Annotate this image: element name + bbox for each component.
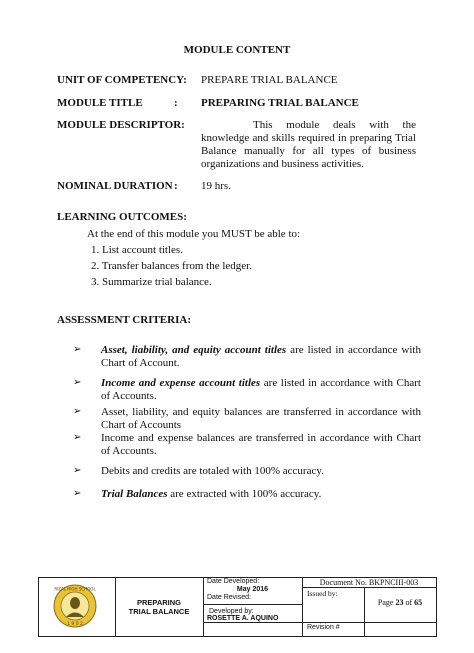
developed-by-value: ROSETTE A. AQUINO [207,615,279,622]
criteria-rest: are listed in accordance with Chart of Account. [101,344,421,369]
nominal-duration-colon: : [174,180,178,192]
page-current: 23 [395,598,404,607]
learning-outcomes-intro: At the end of this module you MUST be able to: [87,228,301,240]
arrow-bullet-icon: ➢ [73,406,82,417]
svg-text:RIZAL HIGH SCHOOL: RIZAL HIGH SCHOOL [54,586,96,592]
criteria-item [73,488,423,502]
criteria-text [101,377,421,402]
learning-outcome-item: 1. List account titles. [91,244,183,256]
school-seal-logo [53,584,97,628]
criteria-text: Asset, liability, and equity balances are transferred in accordance with Chart of Accounts [101,406,421,431]
module-title-value: PREPARING TRIAL BALANCE [201,97,359,109]
footer-title-line-2: TRIAL BALANCE [128,607,190,616]
module-title-colon: : [174,97,178,109]
criteria-text: Income and expense balances are transferred in accordance with Chart of Accounts. [101,432,421,457]
criteria-rest: are extracted with 100% accuracy. [167,488,322,500]
nominal-duration-label: NOMINAL DURATION [57,180,173,192]
page-mid: of [403,598,415,607]
module-content-title: MODULE CONTENT [183,44,291,56]
revision-label: Revision # [307,624,340,631]
arrow-bullet-icon: ➢ [73,344,82,355]
footer-title-line-1: PREPARING [136,598,182,607]
criteria-emphasis: Asset, liability, and equity account titles [101,344,287,356]
date-revised-label: Date Revised: [207,594,251,601]
assessment-criteria-heading: ASSESSMENT CRITERIA: [57,314,191,326]
document-number: Document No. BKPNCIII-003 [319,578,419,587]
arrow-bullet-icon: ➢ [73,377,82,388]
criteria-item [73,465,423,479]
criteria-text: Debits and credits are totaled with 100% accuracy. [101,465,324,477]
page-prefix: Page [377,598,396,607]
criteria-text [101,344,421,369]
svg-text:1 9 0 2: 1 9 0 2 [67,622,83,627]
module-descriptor-value: This module deals with the knowledge and skills required in preparing Trial Balance manually for all types of business organizations and business activities. [201,119,416,170]
module-descriptor-row [57,119,417,169]
learning-outcome-item: 2. Transfer balances from the ledger. [91,260,252,272]
module-descriptor-label: MODULE DESCRIPTOR: [57,119,185,131]
arrow-bullet-icon: ➢ [73,488,82,499]
document-footer-table [38,577,437,637]
issued-by-label: Issued by: [307,589,338,598]
developed-by-label: Developed by: [209,608,254,615]
learning-outcomes-heading: LEARNING OUTCOMES: [57,211,187,223]
criteria-item [73,344,423,370]
learning-outcome-item: 3. Summarize trial balance. [91,276,212,288]
criteria-item [73,432,423,458]
page-indicator [364,598,436,607]
arrow-bullet-icon: ➢ [73,432,82,443]
unit-value: PREPARE TRIAL BALANCE [201,74,338,86]
nominal-duration-value: 19 hrs. [201,180,231,192]
criteria-text [101,488,421,501]
date-developed-value: May 2016 [236,586,269,593]
criteria-item [73,377,423,403]
criteria-rest: are listed in accordance with Chart of Accounts. [101,377,421,402]
module-title-label: MODULE TITLE [57,97,143,109]
date-developed-label: Date Developed: [207,578,260,585]
unit-label: UNIT OF COMPETENCY: [57,74,187,86]
page-total: 65 [414,598,423,607]
criteria-emphasis: Trial Balances [101,488,168,500]
criteria-emphasis: Income and expense account titles [101,377,261,389]
criteria-item [73,406,423,432]
arrow-bullet-icon: ➢ [73,465,82,476]
